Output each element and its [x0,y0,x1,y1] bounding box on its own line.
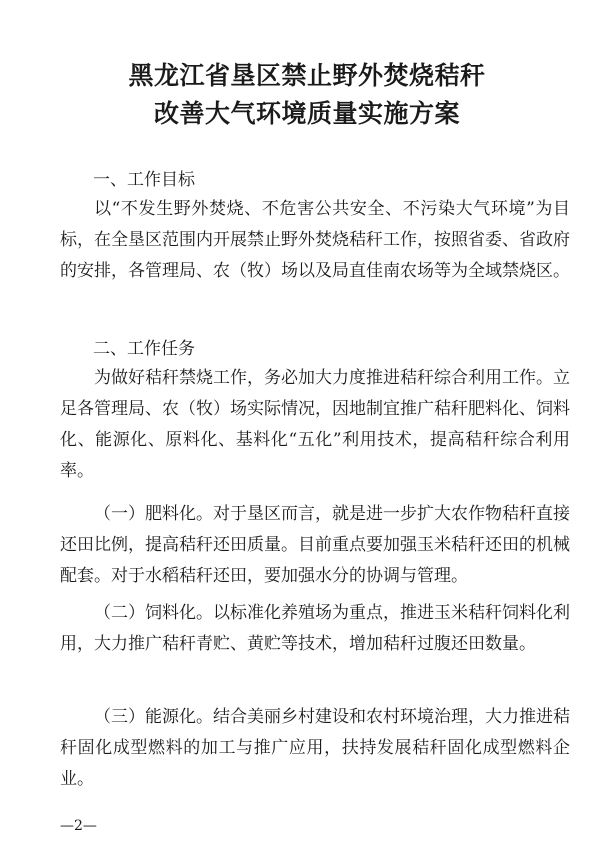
task-item-energy: （三）能源化。结合美丽乡村建设和农村环境治理，大力推进秸秆固化成型燃料的加工与推广应用，扶持发展秸秆固化成型燃料企业。 [60,707,570,789]
section2-heading: 二、工作任务 [93,339,195,359]
document-title-line2: 改善大气环境质量实施方案 [153,99,460,128]
section2-intro-paragraph: 为做好秸秆禁烧工作，务必加大力度推进秸秆综合利用工作。立足各管理局、农（牧）场实际情况，因地制宜推广秸秆肥料化、饲料化、能源化、原料化、基料化“五化”利用技术，提高秸秆综合利用率。 [60,368,570,481]
task-item-feed: （二）饲料化。以标准化养殖场为重点，推进玉米秸秆饲料化利用，大力推广秸秆青贮、黄贮等技术，增加秸秆过腹还田数量。 [60,603,570,654]
task-item-fertilizer: （一）肥料化。对于垦区而言，就是进一步扩大农作物秸秆直接还田比例，提高秸秆还田质量。目前重点要加强玉米秸秆还田的机械配套。对于水稻秸秆还田，要加强水分的协调与管理。 [60,504,570,586]
section1-paragraph: 以“不发生野外焚烧、不危害公共安全、不污染大气环境”为目标，在全垦区范围内开展禁止野外焚烧秸秆工作，按照省委、省政府的安排，各管理局、农（牧）场以及局直佳南农场等为全域禁烧区。 [60,199,570,281]
document-title-line1: 黑龙江省垦区禁止野外焚烧秸秆 [128,61,486,90]
page-number: —2— [60,818,97,834]
section1-heading: 一、工作目标 [93,170,195,190]
